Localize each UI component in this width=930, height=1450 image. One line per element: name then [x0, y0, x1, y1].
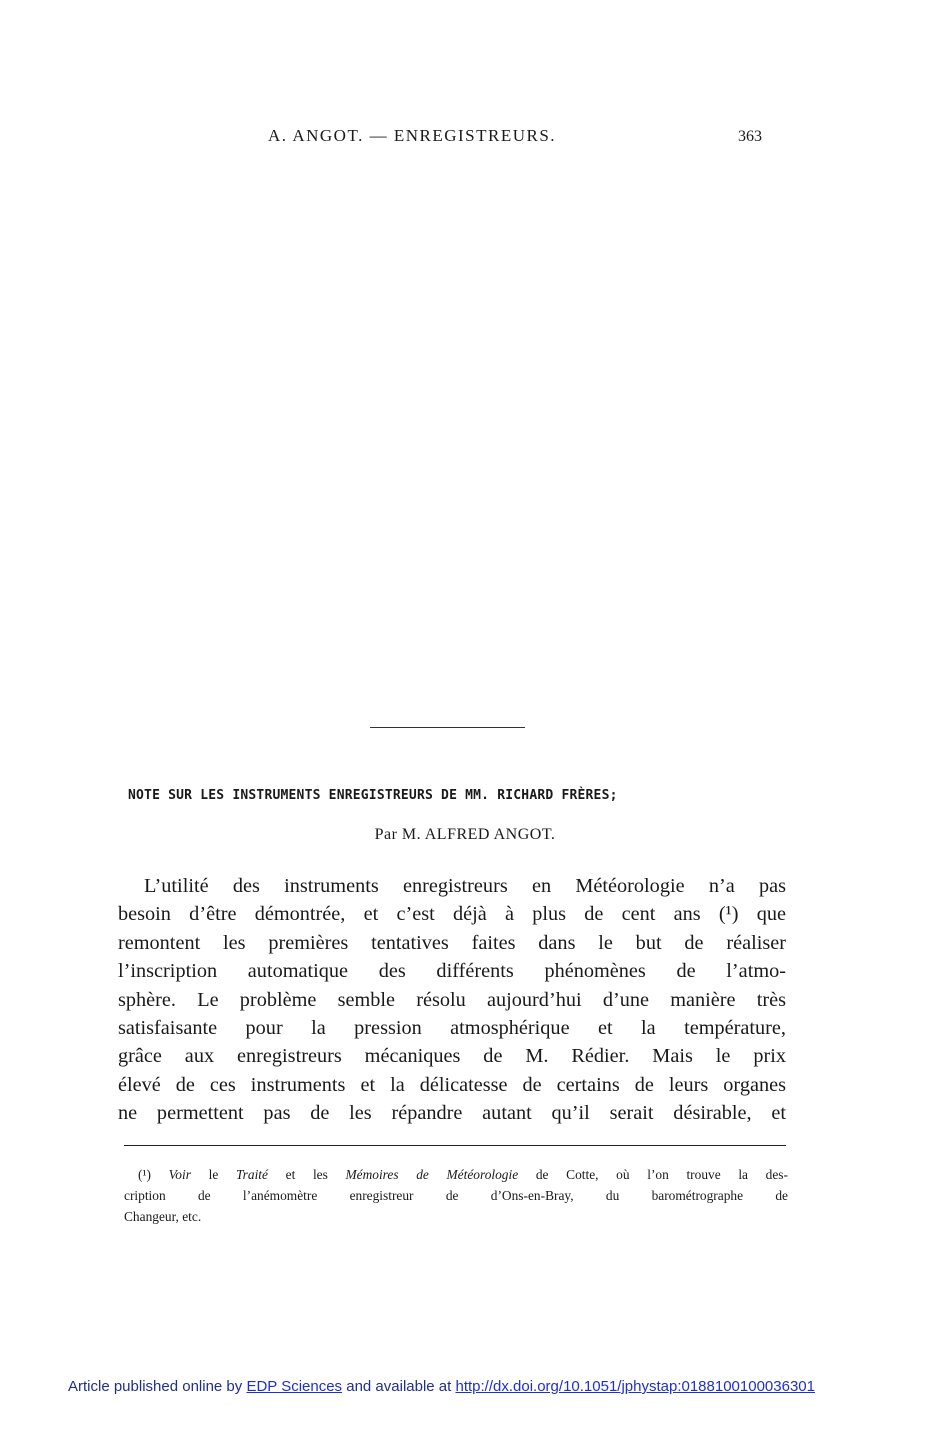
body-line: l’inscription automatique des différents phénomènes de l’atmo- [118, 960, 786, 983]
body-line: remontent les premières tentatives faites dans le but de réaliser [118, 931, 786, 954]
footnote-traite: Traité [235, 1167, 268, 1182]
body-line: besoin d’être démontrée, et c’est déjà à plus de cent ans (¹) que [118, 903, 786, 926]
body-paragraph [118, 872, 786, 1128]
publisher-prefix: Article published online by [68, 1378, 243, 1395]
footnote [124, 1164, 788, 1227]
footnote-le: le [208, 1167, 219, 1182]
running-head: A. ANGOT. — ENREGISTREURS. [268, 126, 557, 145]
body-line: sphère. Le problème semble résolu aujourd’hui d’une manière très [118, 988, 786, 1011]
footnote-et-les: et les [285, 1167, 328, 1182]
footnote-voir: Voir [168, 1167, 191, 1182]
body-line: satisfaisante pour la pression atmosphérique et la température, [118, 1017, 786, 1040]
footnote-line [124, 1164, 788, 1185]
doi-link[interactable]: http://dx.doi.org/10.1051/jphystap:0188100100036301 [455, 1378, 815, 1395]
page-number: 363 [738, 128, 762, 145]
body-line: grâce aux enregistreurs mécaniques de M. Rédier. Mais le prix [118, 1045, 786, 1068]
footnote-rule [124, 1145, 786, 1146]
body-line: ne permettent pas de les répandre autant qu’il serait désirable, et [118, 1102, 786, 1125]
body-line: élevé de ces instruments et la délicatesse de certains de leurs organes [118, 1073, 786, 1096]
section-divider [370, 727, 525, 728]
footnote-line: Changeur, etc. [124, 1209, 202, 1224]
publisher-link[interactable]: EDP Sciences [246, 1378, 343, 1395]
body-line: L’utilité des instruments enregistreurs en Météorologie n’a pas [144, 875, 786, 897]
publisher-note [68, 1378, 815, 1395]
footnote-memoires: Mémoires de Météorologie [345, 1167, 519, 1182]
article-byline: Par M. ALFRED ANGOT. [374, 826, 556, 843]
article-title: NOTE SUR LES INSTRUMENTS ENREGISTREURS DE MM. RICHARD FRÈRES; [128, 788, 618, 803]
footnote-line: cription de l’anémomètre enregistreur de d’Ons-en-Bray, du barométrographe de [124, 1188, 788, 1203]
footnote-rest: de Cotte, où l’on trouve la des- [535, 1167, 788, 1182]
footnote-marker: (¹) [138, 1167, 151, 1182]
publisher-middle: and available at [346, 1378, 452, 1395]
